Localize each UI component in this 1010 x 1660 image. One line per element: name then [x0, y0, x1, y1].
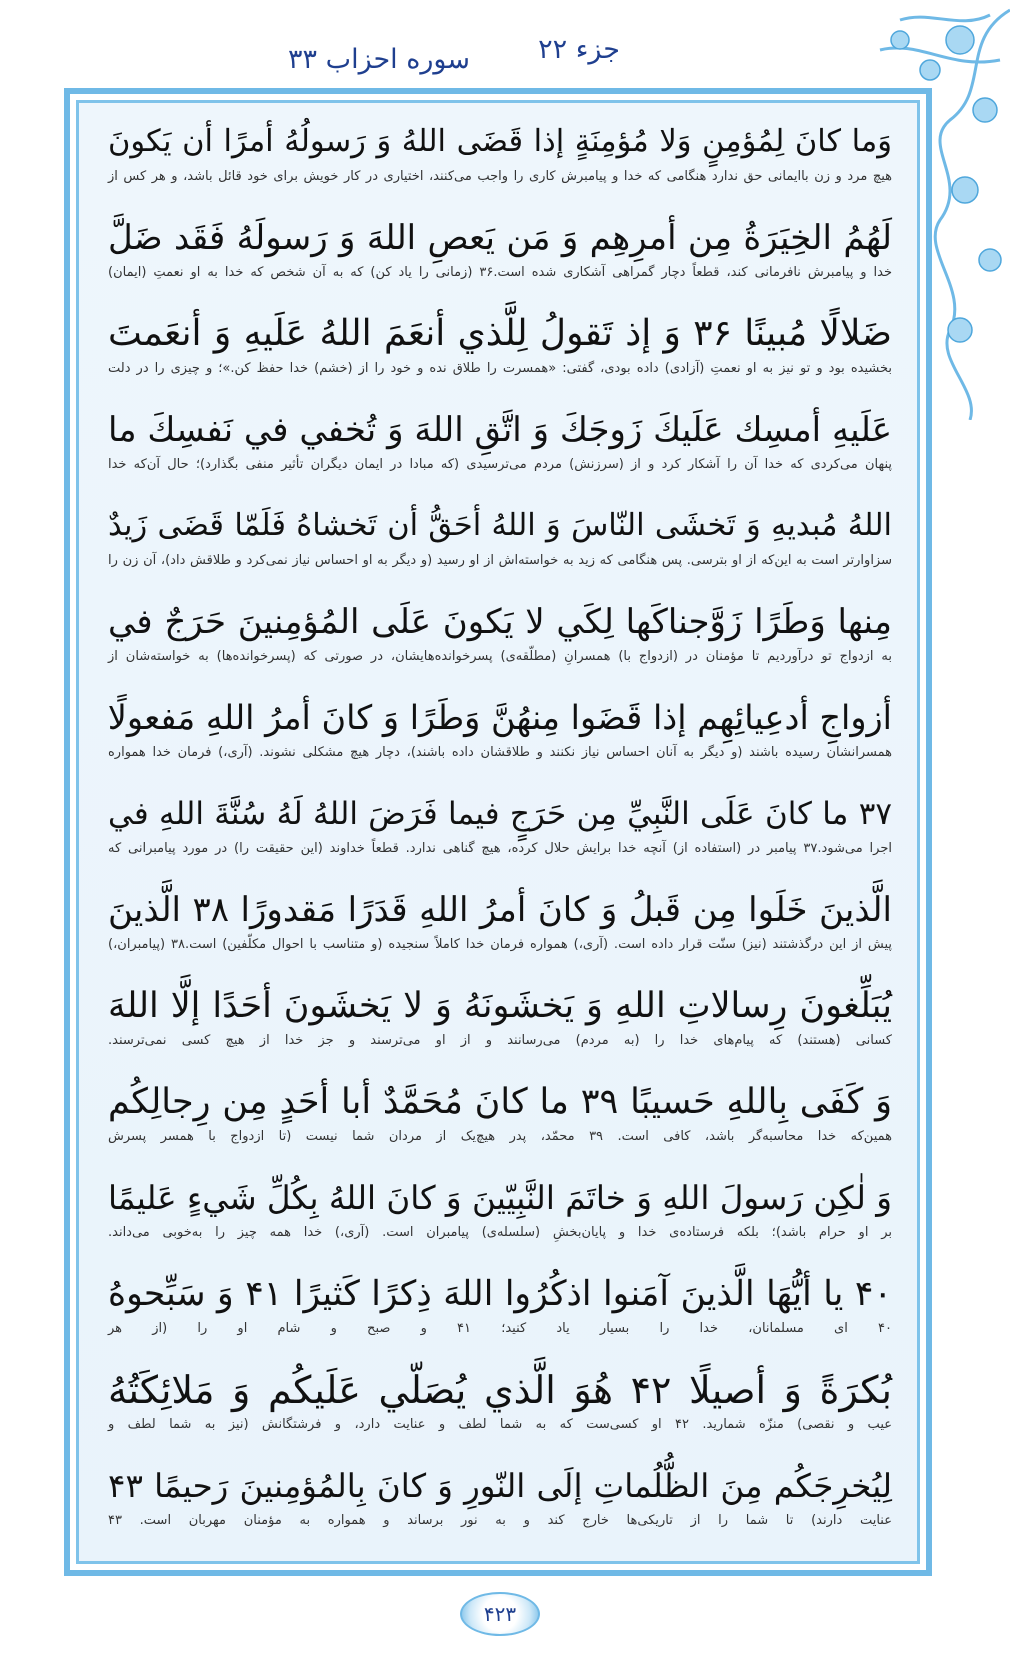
arabic-line: ضَلالًا مُبينًا ۳۶ وَ إذ تَقولُ لِلَّذي أنعَمَ اللهُ عَلَيهِ وَ أنعَمتَ: [108, 313, 892, 354]
page-header: [200, 28, 620, 88]
translation-line: عیب و نقصی) منزّه شمارید. ۴۲ او کسی‌ست که به شما لطف و عنایت دارد، و فرشتگانش (نیز به شما لطف و: [108, 1417, 892, 1432]
arabic-line: وَما كانَ لِمُؤمِنٍ وَلا مُؤمِنَةٍ إذا قَضَى اللهُ وَ رَسولُهُ أمرًا أن يَكونَ: [108, 124, 892, 159]
verse-row: [108, 982, 892, 1078]
arabic-line: لِيُخرِجَكُم مِنَ الظُّلُماتِ إلَى النّورِ وَ كانَ بِالمُؤمِنينَ رَحيمًا ۴۳: [108, 1467, 892, 1505]
verse-row: [108, 1270, 892, 1366]
verse-row: [108, 886, 892, 982]
arabic-line: اللهُ مُبديهِ وَ تَخشَى النّاسَ وَ اللهُ أحَقُّ أن تَخشاهُ فَلَمّا قَضَى زَيدٌ: [108, 508, 892, 543]
translation-line: پنهان می‌کردی که خدا آن را آشکار کرد و از (سرزنش) مردم می‌ترسیدی (که مبادا در ایمان دیگران تأثیر منفی بگذارد)؛ حال آن‌که خدا: [108, 457, 892, 472]
verse-block: [108, 118, 892, 1558]
arabic-line: أزواجِ أدعِيائِهِم إذا قَضَوا مِنهُنَّ وَطَرًا وَ كانَ أمرُ اللهِ مَفعولًا: [107, 698, 892, 737]
translation-line: اجرا می‌شود.۳۷ پیامبر در (استفاده از) آنچه خدا برایش حلال کرده، هیچ گناهی ندارد. قطعاً خداوند (این حقیقت را) در مورد پیامبرانی که: [108, 841, 892, 856]
translation-line: سزاوارتر است به این‌که از او بترسی. پس هنگامی که زید به خواسته‌اش از او رسید (و دیگر به او احساس نیاز نمی‌کرد و طلاقش داد)، آن زن را: [108, 553, 892, 568]
arabic-line: ۳۷ ما كانَ عَلَى النَّبِيِّ مِن حَرَجٍ فيما فَرَضَ اللهُ لَهُ سُنَّةَ اللهِ في: [108, 796, 892, 832]
arabic-line: وَ كَفَى بِاللهِ حَسيبًا ۳۹ ما كانَ مُحَمَّدٌ أبا أحَدٍ مِن رِجالِكُم: [108, 1082, 892, 1122]
arabic-line: يُبَلِّغونَ رِسالاتِ اللهِ وَ يَخشَونَهُ وَ لا يَخشَونَ أحَدًا إلَّا اللهَ: [108, 986, 892, 1026]
translation-line: کسانی (هستند) که پیام‌های خدا را (به مردم) می‌رسانند و از او می‌ترسند و جز خدا از هیچ کسی نمی‌ترسند.: [108, 1033, 892, 1048]
verse-row: [108, 1174, 892, 1270]
translation-line: همسرانشان رسیده باشند (و دیگر به آنان احساس نیاز نکنند و طلاقشان داده باشند)، دچار هیچ مشکلی نشوند. (آری،) فرمان خدا همواره: [108, 745, 892, 760]
verse-row: [108, 118, 892, 214]
translation-line: همین‌که خدا محاسبه‌گر باشد، کافی است. ۳۹ محمّد، پدر هیچ‌یک از مردان شما نیست (تا ازدواج با همسر پسرش: [108, 1129, 892, 1144]
translation-line: بخشیده بود و تو نیز به او نعمتِ (آزادی) داده بودی، گفتی: «همسرت را طلاق نده و خود را از (خشم) خدا حفظ کن.»؛ و چیزی را در دلت: [108, 361, 892, 376]
translation-line: بر او حرام باشد)؛ بلکه فرستاده‌ی خدا و پایان‌بخشِ (سلسله‌ی) پیامبران است. (آری،) خدا همه چیز را به‌خوبی می‌داند.: [108, 1225, 892, 1240]
translation-line: عنایت دارند) تا شما را از تاریکی‌ها خارج کند و به نور برساند و همواره به مؤمنان مهربان است. ۴۳: [108, 1513, 892, 1528]
arabic-line: وَ لٰكِن رَسولَ اللهِ وَ خاتَمَ النَّبِيّينَ وَ كانَ اللهُ بِكُلِّ شَيءٍ عَليمًا: [108, 1179, 892, 1217]
arabic-line: مِنها وَطَرًا زَوَّجناكَها لِكَي لا يَكونَ عَلَى المُؤمِنينَ حَرَجٌ في: [108, 602, 892, 642]
verse-row: [108, 1462, 892, 1558]
page-number-medallion: ۴۲۳: [460, 1592, 540, 1636]
verse-row: [108, 790, 892, 886]
translation-line: خدا و پیامبرش نافرمانی کند، قطعاً دچار گمراهی آشکاری شده است.۳۶ (زمانی را یاد کن) که به آن شخص که خدا به او نعمتِ (ایمان): [108, 265, 892, 280]
verse-row: [108, 214, 892, 310]
arabic-line: عَلَيهِ أمسِك عَلَيكَ زَوجَكَ وَ اتَّقِ اللهَ وَ تُخفي في نَفسِكَ ما: [108, 410, 892, 450]
arabic-line: ۴۰ يا أيُّهَا الَّذينَ آمَنوا اذكُرُوا اللهَ ذِكرًا كَثيرًا ۴۱ وَ سَبِّحوهُ: [108, 1274, 892, 1314]
surah-label: سوره احزاب ۳۳: [288, 44, 470, 75]
verse-row: [108, 598, 892, 694]
arabic-line: بُكرَةً وَ أصيلًا ۴۲ هُوَ الَّذي يُصَلّي عَلَيكُم وَ مَلائِكَتُهُ: [108, 1368, 892, 1412]
verse-row: [108, 1078, 892, 1174]
verse-row: [108, 694, 892, 790]
translation-line: هیچ مرد و زن باایمانی حق ندارد هنگامی که خدا و پیامبرش کاری را واجب می‌کنند، اختیاری در کار خویش برای خود قائل باشد، و هر کس از: [108, 169, 892, 184]
translation-line: ۴۰ ای مسلمانان، خدا را بسیار یاد کنید؛ ۴۱ و صبح و شام او را (از هر: [108, 1321, 892, 1336]
arabic-line: لَهُمُ الخِيَرَةُ مِن أمرِهِم وَ مَن يَعصِ اللهَ وَ رَسولَهُ فَقَد ضَلَّ: [108, 218, 892, 258]
verse-row: [108, 310, 892, 406]
verse-row: [108, 1366, 892, 1462]
verse-row: [108, 502, 892, 598]
verse-row: [108, 406, 892, 502]
translation-line: پیش از این درگذشتند (نیز) سنّت قرار داده است. (آری،) همواره فرمان خدا کاملاً سنجیده (و متناسب با احوال مکلّفین) است.۳۸ (پیامبران،): [108, 937, 892, 952]
translation-line: به ازدواج تو درآوردیم تا مؤمنان در (ازدواج با) همسرانِ (مطلّقه‌ی) پسرخوانده‌هایشان، در صورتی که (پسرخوانده‌ها) به خواسته‌شان از: [108, 649, 892, 664]
arabic-line: الَّذينَ خَلَوا مِن قَبلُ وَ كانَ أمرُ اللهِ قَدَرًا مَقدورًا ۳۸ الَّذينَ: [108, 890, 892, 930]
juz-label: جزء ۲۲: [538, 34, 620, 65]
left-border-ornament: [0, 0, 20, 1660]
